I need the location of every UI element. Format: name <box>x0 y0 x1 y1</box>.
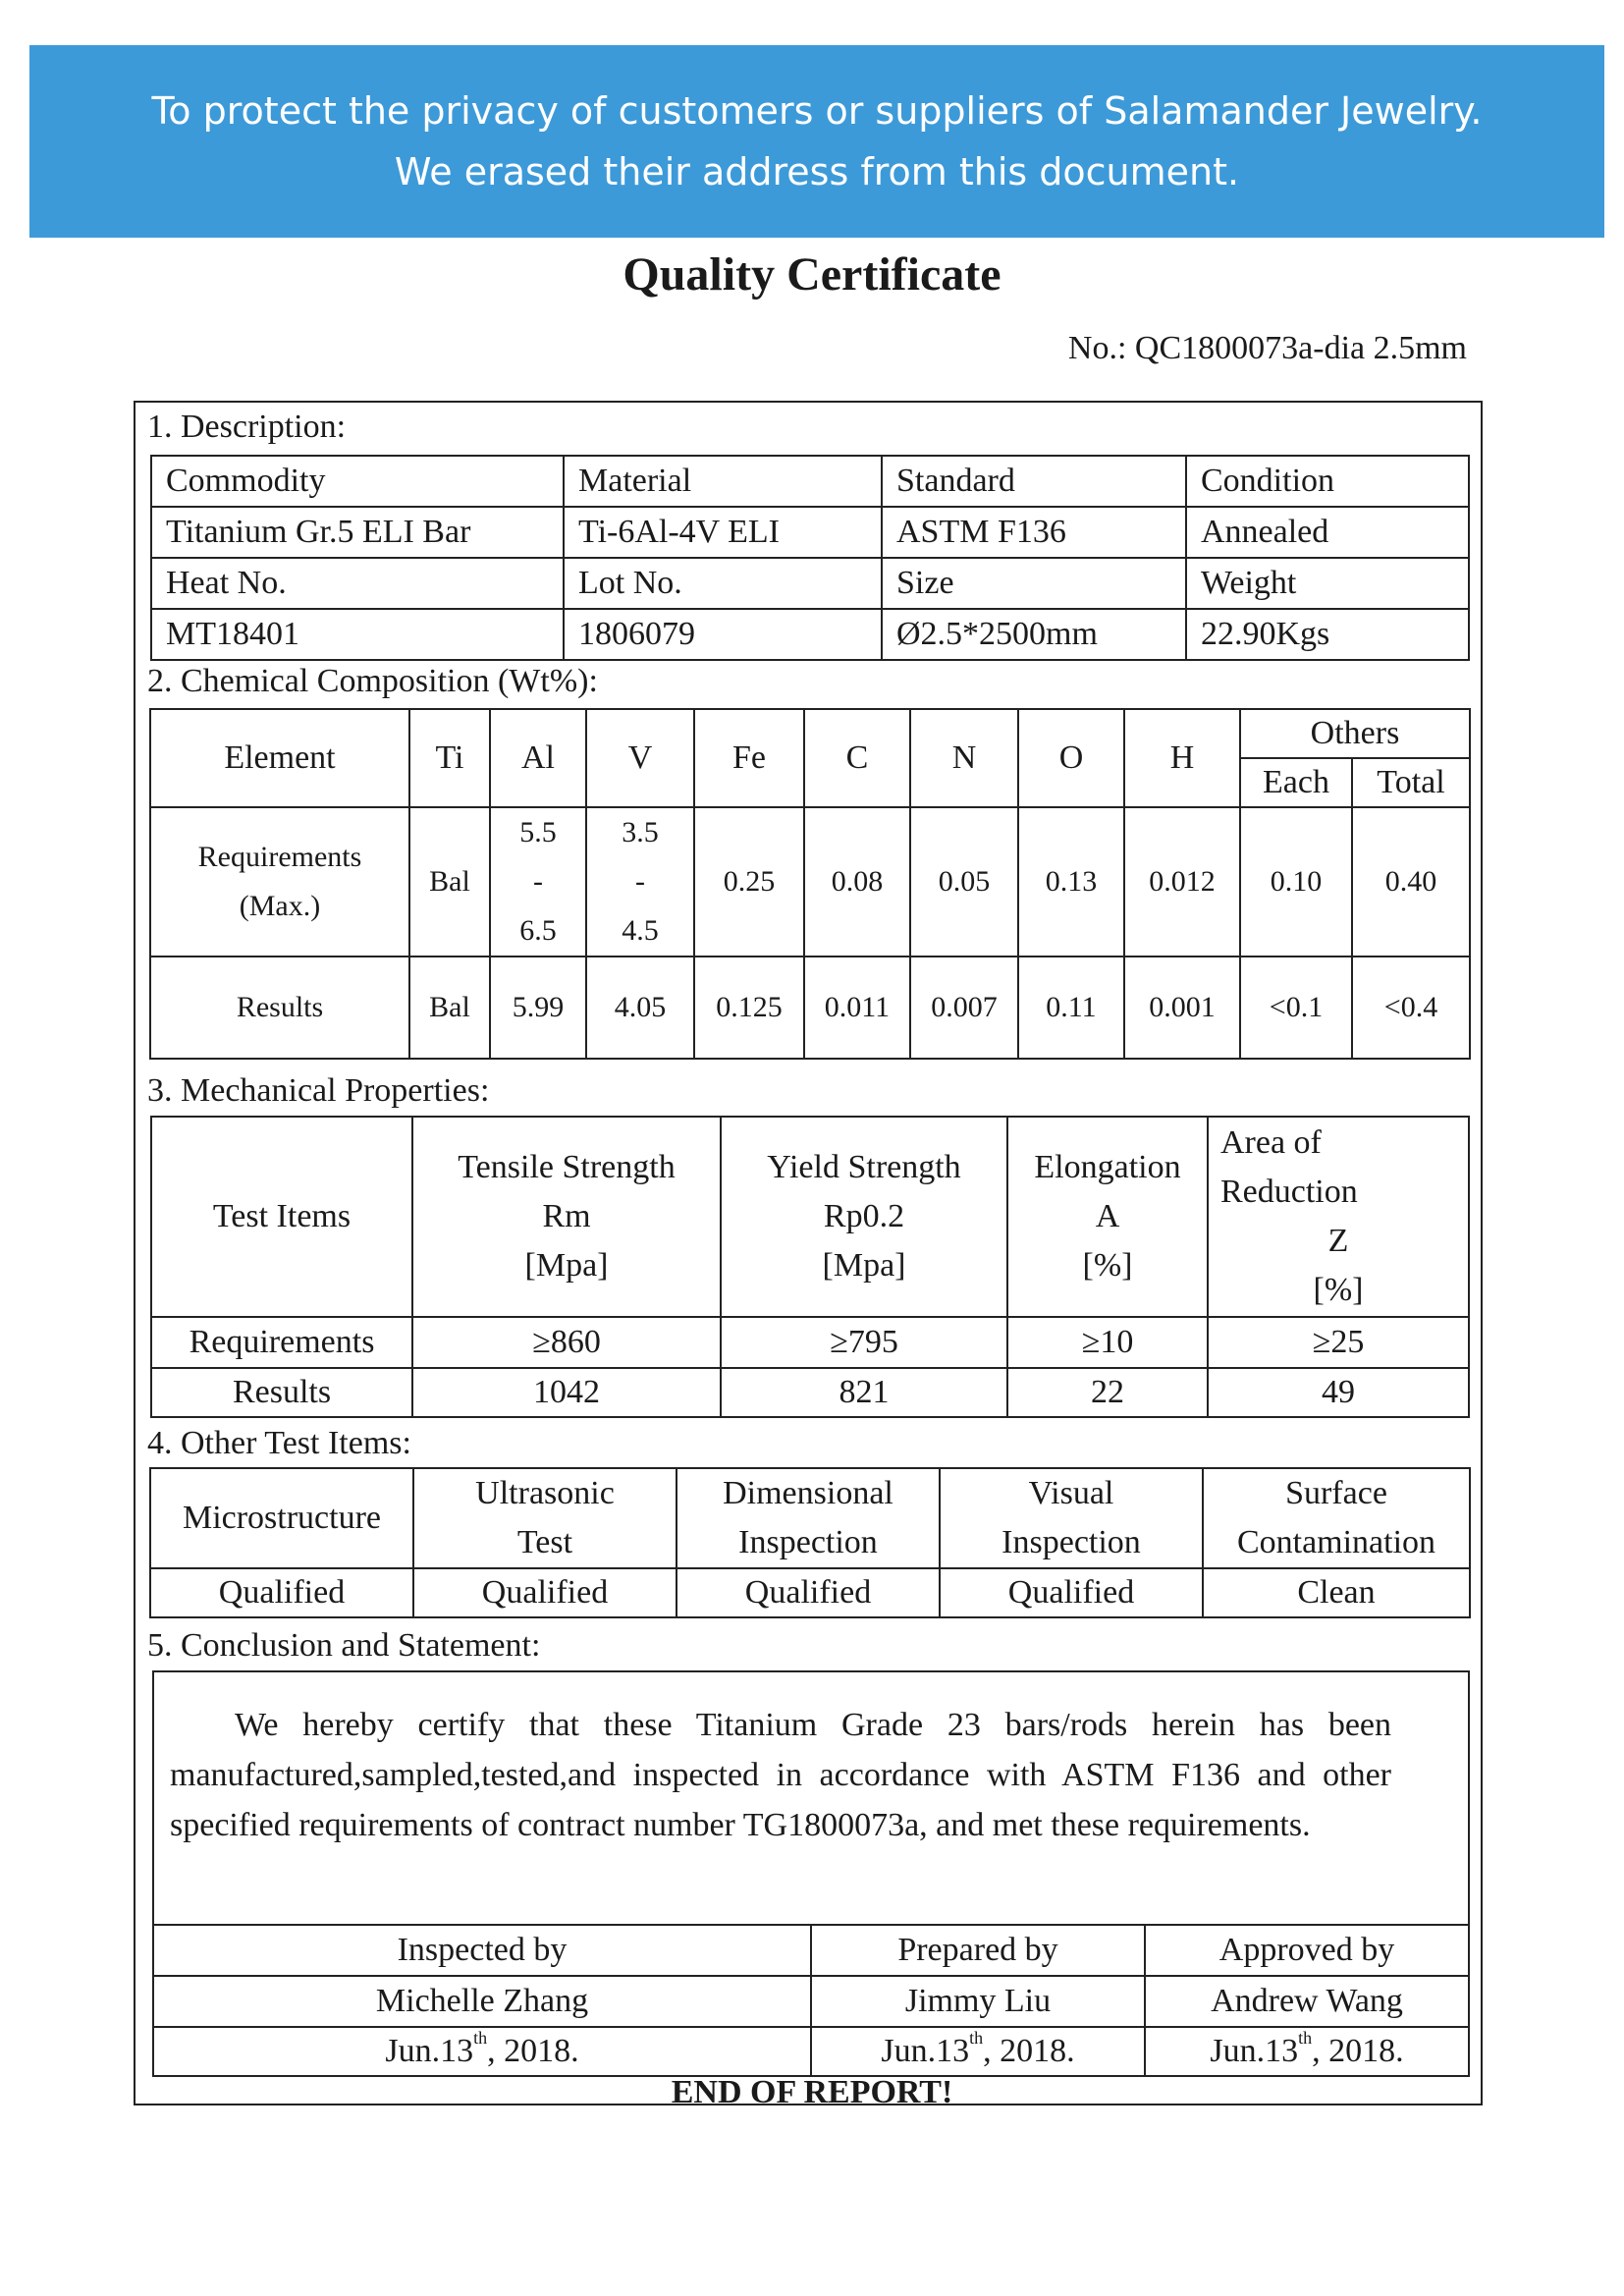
result-n: 0.007 <box>910 957 1018 1059</box>
element-h: H <box>1124 709 1240 807</box>
element-al: Al <box>490 709 586 807</box>
requirements-label-cell <box>150 807 409 957</box>
end-of-report: END OF REPORT! <box>671 2074 953 2110</box>
result-tensile: 1042 <box>412 1368 721 1417</box>
req-n: 0.05 <box>910 807 1018 957</box>
requirements-sublabel: (Max.) <box>239 890 321 922</box>
banner-line-1: To protect the privacy of customers or suppliers of Salamander Jewelry. <box>151 89 1483 133</box>
element-v: V <box>586 709 694 807</box>
result-surface: Clean <box>1203 1568 1470 1617</box>
result-o: 0.11 <box>1018 957 1124 1059</box>
result-al: 5.99 <box>490 957 586 1059</box>
header-line: Tensile Strength <box>458 1149 676 1185</box>
results-label: Results <box>150 957 409 1059</box>
header-line: Dimensional <box>723 1475 893 1511</box>
certificate-number: No.: QC1800073a-dia 2.5mm <box>1067 330 1467 366</box>
page-title: Quality Certificate <box>623 248 1001 301</box>
ultrasonic-test-header <box>413 1468 677 1568</box>
table-row <box>151 507 1469 558</box>
others-total-header: Total <box>1352 758 1470 807</box>
others-header: Others <box>1240 709 1470 758</box>
result-yield: 821 <box>721 1368 1007 1417</box>
result-ultrasonic: Qualified <box>413 1568 677 1617</box>
inspected-by-label: Inspected by <box>153 1925 811 1976</box>
approved-date <box>1145 2027 1469 2076</box>
date-suffix: th <box>969 2027 984 2048</box>
approver-name: Andrew Wang <box>1145 1976 1469 2027</box>
header-line: [%] <box>1313 1272 1364 1308</box>
description-cell: Condition <box>1186 456 1469 507</box>
result-ti: Bal <box>409 957 490 1059</box>
result-microstructure: Qualified <box>150 1568 413 1617</box>
result-others-total: <0.4 <box>1352 957 1470 1059</box>
inspected-date <box>153 2027 811 2076</box>
date-main: Jun.13 <box>385 2032 474 2069</box>
header-line: Rm <box>542 1198 591 1234</box>
req-others-each: 0.10 <box>1240 807 1352 957</box>
header-line: Z <box>1327 1223 1349 1259</box>
visual-inspection-header <box>940 1468 1203 1568</box>
result-v: 4.05 <box>586 957 694 1059</box>
element-ti: Ti <box>409 709 490 807</box>
req-al-max: 6.5 <box>519 914 557 947</box>
requirements-label: Requirements <box>197 841 362 873</box>
description-cell: Weight <box>1186 558 1469 609</box>
header-line: Test <box>516 1524 573 1560</box>
element-header: Element <box>150 709 409 807</box>
description-cell: Annealed <box>1186 507 1469 558</box>
table-row <box>151 609 1469 660</box>
req-o: 0.13 <box>1018 807 1124 957</box>
element-c: C <box>804 709 910 807</box>
description-cell: Ti-6Al-4V ELI <box>564 507 882 558</box>
banner-line-2: We erased their address from this document. <box>394 150 1240 193</box>
table-row <box>150 957 1470 1059</box>
table-row <box>151 1317 1469 1368</box>
other-tests-table <box>149 1467 1471 1618</box>
req-ti: Bal <box>409 807 490 957</box>
req-others-total: 0.40 <box>1352 807 1470 957</box>
section-mechanical-heading: 3. Mechanical Properties: <box>147 1072 490 1109</box>
others-each-header: Each <box>1240 758 1352 807</box>
description-cell: Standard <box>882 456 1186 507</box>
req-v-max: 4.5 <box>622 914 659 947</box>
table-row <box>153 2027 1469 2076</box>
elongation-header <box>1007 1117 1208 1317</box>
date-suffix: th <box>1298 2027 1313 2048</box>
date-year: , 2018. <box>983 2032 1075 2069</box>
description-cell: ASTM F136 <box>882 507 1186 558</box>
header-line: Reduction <box>1220 1174 1358 1210</box>
inspector-name: Michelle Zhang <box>153 1976 811 2027</box>
section-chemical-heading: 2. Chemical Composition (Wt%): <box>147 663 598 699</box>
header-line: [Mpa] <box>822 1247 906 1284</box>
privacy-banner <box>29 45 1604 238</box>
header-line: [Mpa] <box>524 1247 609 1284</box>
result-visual: Qualified <box>940 1568 1203 1617</box>
header-line: Elongation <box>1034 1149 1181 1185</box>
date-year: , 2018. <box>487 2032 579 2069</box>
req-al <box>490 807 586 957</box>
req-h: 0.012 <box>1124 807 1240 957</box>
header-line: Inspection <box>1001 1524 1141 1560</box>
surface-contamination-header <box>1203 1468 1470 1568</box>
header-line: A <box>1095 1198 1120 1234</box>
description-cell: Material <box>564 456 882 507</box>
prepared-date <box>811 2027 1145 2076</box>
tensile-strength-header <box>412 1117 721 1317</box>
date-year: , 2018. <box>1312 2032 1404 2069</box>
table-row <box>151 1368 1469 1417</box>
description-cell: Commodity <box>151 456 564 507</box>
microstructure-header: Microstructure <box>150 1468 413 1568</box>
result-others-each: <0.1 <box>1240 957 1352 1059</box>
table-row <box>153 1671 1469 1925</box>
test-items-header: Test Items <box>151 1117 412 1317</box>
description-cell: Lot No. <box>564 558 882 609</box>
table-row <box>151 558 1469 609</box>
description-table <box>150 455 1470 661</box>
result-elongation: 22 <box>1007 1368 1208 1417</box>
req-v <box>586 807 694 957</box>
chemical-table <box>149 708 1471 1060</box>
description-cell: MT18401 <box>151 609 564 660</box>
table-row <box>153 1976 1469 2027</box>
area-of-reduction-header <box>1208 1117 1469 1317</box>
table-row <box>150 1468 1470 1568</box>
header-line: Yield Strength <box>767 1149 961 1185</box>
table-row <box>150 709 1470 758</box>
element-o: O <box>1018 709 1124 807</box>
date-suffix: th <box>473 2027 488 2048</box>
table-row <box>151 1117 1469 1317</box>
mechanical-table <box>150 1116 1470 1418</box>
req-al-dash: - <box>533 865 543 898</box>
prepared-by-label: Prepared by <box>811 1925 1145 1976</box>
description-cell: 1806079 <box>564 609 882 660</box>
req-c: 0.08 <box>804 807 910 957</box>
header-line: Ultrasonic <box>475 1475 615 1511</box>
statement-text: We hereby certify that these Titanium Grade 23 bars/rods herein has been manufactured,sampled,tested,and inspected in accordance with ASTM F136 and other specified requirements of contract number TG1800073a, and met these requirements. <box>170 1707 1392 1843</box>
description-cell: Titanium Gr.5 ELI Bar <box>151 507 564 558</box>
header-line: Inspection <box>738 1524 878 1560</box>
table-row <box>153 1925 1469 1976</box>
req-elongation: ≥10 <box>1007 1317 1208 1368</box>
section-description-heading: 1. Description: <box>147 409 347 445</box>
header-line: Area of <box>1220 1124 1322 1161</box>
date-main: Jun.13 <box>1210 2032 1299 2069</box>
table-row <box>150 807 1470 957</box>
req-v-min: 3.5 <box>622 816 659 848</box>
description-cell: Ø2.5*2500mm <box>882 609 1186 660</box>
mech-requirements-label: Requirements <box>151 1317 412 1368</box>
header-line: Contamination <box>1236 1524 1436 1560</box>
mech-results-label: Results <box>151 1368 412 1417</box>
dimensional-inspection-header <box>677 1468 940 1568</box>
req-tensile: ≥860 <box>412 1317 721 1368</box>
req-al-min: 5.5 <box>519 816 557 848</box>
description-cell: Size <box>882 558 1186 609</box>
req-fe: 0.25 <box>694 807 804 957</box>
description-cell: 22.90Kgs <box>1186 609 1469 660</box>
req-yield: ≥795 <box>721 1317 1007 1368</box>
header-line: Surface <box>1285 1475 1387 1511</box>
result-area-reduction: 49 <box>1208 1368 1469 1417</box>
element-n: N <box>910 709 1018 807</box>
table-row <box>150 1568 1470 1617</box>
yield-strength-header <box>721 1117 1007 1317</box>
req-area-reduction: ≥25 <box>1208 1317 1469 1368</box>
table-row <box>151 456 1469 507</box>
statement-cell <box>153 1671 1469 1925</box>
element-fe: Fe <box>694 709 804 807</box>
section-other-tests-heading: 4. Other Test Items: <box>147 1425 411 1461</box>
approved-by-label: Approved by <box>1145 1925 1469 1976</box>
result-c: 0.011 <box>804 957 910 1059</box>
header-line: [%] <box>1082 1247 1133 1284</box>
conclusion-table <box>152 1670 1470 2077</box>
section-conclusion-heading: 5. Conclusion and Statement: <box>147 1627 541 1664</box>
header-line: Visual <box>1028 1475 1114 1511</box>
result-dimensional: Qualified <box>677 1568 940 1617</box>
preparer-name: Jimmy Liu <box>811 1976 1145 2027</box>
req-v-dash: - <box>635 865 645 898</box>
result-fe: 0.125 <box>694 957 804 1059</box>
result-h: 0.001 <box>1124 957 1240 1059</box>
description-cell: Heat No. <box>151 558 564 609</box>
date-main: Jun.13 <box>881 2032 970 2069</box>
header-line: Rp0.2 <box>823 1198 905 1234</box>
